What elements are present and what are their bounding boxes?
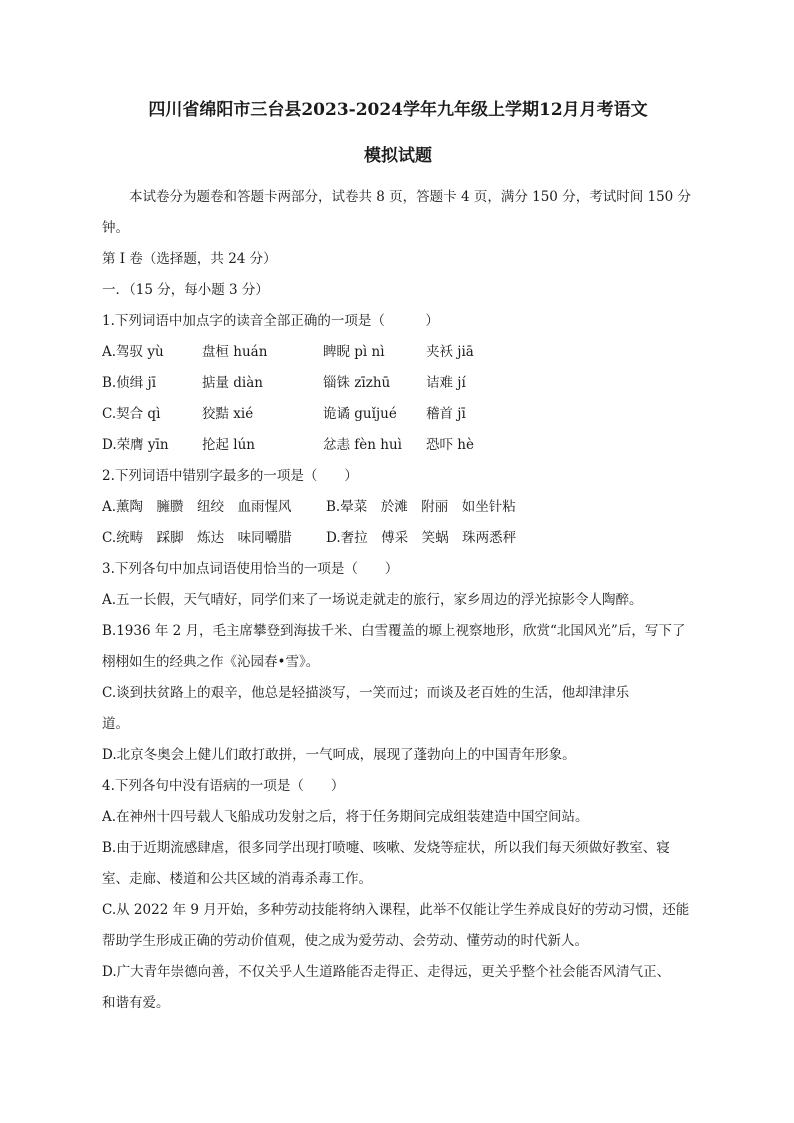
option-word: 睥睨 pì nì	[323, 344, 385, 360]
section-heading: 第 I 卷（选择题，共 24 分）	[102, 251, 277, 267]
question-4-option-d: D.广大青年崇德向善，不仅关乎人生道路能否走得正、走得远，更关乎整个社会能否风清气正、	[102, 964, 671, 980]
option-word: 锱铢 zīzhū	[323, 375, 391, 391]
option-word: 恐吓 hè	[426, 437, 474, 453]
option-word: 忿恚 fèn huì	[323, 437, 402, 453]
option-word: 诘难 jí	[426, 375, 466, 391]
question-1-option-b	[102, 368, 694, 399]
question-4-option-a: A.在神州十四号载人飞船成功发射之后，将于任务期间完成组装建造中国空间站。	[102, 809, 589, 825]
option-word: 盘桓 huán	[202, 344, 268, 360]
question-4-option-b-continued: 室、走廊、楼道和公共区域的消毒杀毒工作。	[102, 871, 372, 887]
part-heading: 一．（15 分，每小题 3 分）	[102, 282, 269, 298]
option-word: 稽首 jī	[426, 406, 466, 422]
question-4-option-c: C.从 2022 年 9 月开始，多种劳动技能将纳入课程，此举不仅能让学生养成良好的劳动习惯，还能	[102, 902, 690, 918]
option-word: D.荣膺 yīn	[102, 437, 169, 453]
question-2-options-cd	[102, 523, 694, 554]
question-2-stem: 2.下列词语中错别字最多的一项是（ ）	[102, 468, 358, 484]
option-word: C.契合 qì	[102, 406, 161, 422]
option-word: 诡谲 guǐjué	[323, 406, 397, 422]
question-2-options-ab	[102, 492, 694, 523]
option-text: D.奢拉 傅采 笑蜗 珠两悉秤	[326, 530, 517, 546]
question-1-option-a	[102, 337, 694, 368]
question-4-option-d-continued: 和谐有爱。	[102, 995, 170, 1011]
option-word: B.侦缉 jī	[102, 375, 157, 391]
question-3-stem: 3.下列各句中加点词语使用恰当的一项是（ ）	[102, 561, 399, 577]
question-1-option-c	[102, 399, 694, 430]
option-word: 抡起 lún	[202, 437, 255, 453]
exam-title-line2: 模拟试题	[364, 146, 432, 166]
question-1-stem: 1.下列词语中加点字的读音全部正确的一项是（ ）	[102, 313, 439, 329]
question-4-stem: 4.下列各句中没有语病的一项是（ ）	[102, 778, 345, 794]
option-word: 掂量 diàn	[202, 375, 263, 391]
question-3-option-c-continued: 道。	[102, 716, 129, 732]
option-text: B.晕菜 於滩 附丽 如坐针粘	[326, 499, 516, 515]
question-1-option-d	[102, 430, 694, 461]
option-word: 狡黠 xié	[202, 406, 254, 422]
question-3-option-b-continued: 栩栩如生的经典之作《沁园春•雪》。	[102, 654, 320, 670]
exam-page	[102, 92, 694, 1019]
question-3-option-c: C.谈到扶贫路上的艰辛，他总是轻描淡写，一笑而过；而谈及老百姓的生活，他却津津乐	[102, 685, 630, 701]
intro-text: 本试卷分为题卷和答题卡两部分，试卷共 8 页，答题卡 4 页，满分 150 分，考试时间 150 分	[129, 189, 692, 205]
question-3-option-d: D.北京冬奥会上健儿们敢打敢拼，一气呵成，展现了蓬勃向上的中国青年形象。	[102, 747, 576, 763]
option-text: C.统畴 踩脚 炼达 味同嚼腊	[102, 530, 292, 546]
question-3-option-a: A.五一长假，天气晴好，同学们来了一场说走就走的旅行，家乡周边的浮光掠影令人陶醉。	[102, 592, 643, 608]
option-word: A.驾驭 yù	[102, 344, 164, 360]
option-word: 夹袄 jiā	[426, 344, 474, 360]
question-3-option-b: B.1936 年 2 月，毛主席攀登到海拔千米、白雪覆盖的塬上视察地形，欣赏“北国风光”后，写下了	[102, 623, 686, 639]
question-4-option-b: B.由于近期流感肆虐，很多同学出现打喷嚏、咳嗽、发烧等症状，所以我们每天须做好教室、寝	[102, 840, 670, 856]
question-4-option-c-continued: 帮助学生形成正确的劳动价值观，使之成为爱劳动、会劳动、懂劳动的时代新人。	[102, 933, 588, 949]
option-text: A.薰陶 臃臜 纽绞 血雨惺风	[102, 499, 292, 515]
intro-text-continued: 钟。	[102, 220, 129, 236]
exam-title-line1: 四川省绵阳市三台县2023-2024学年九年级上学期12月月考语文	[148, 100, 648, 120]
